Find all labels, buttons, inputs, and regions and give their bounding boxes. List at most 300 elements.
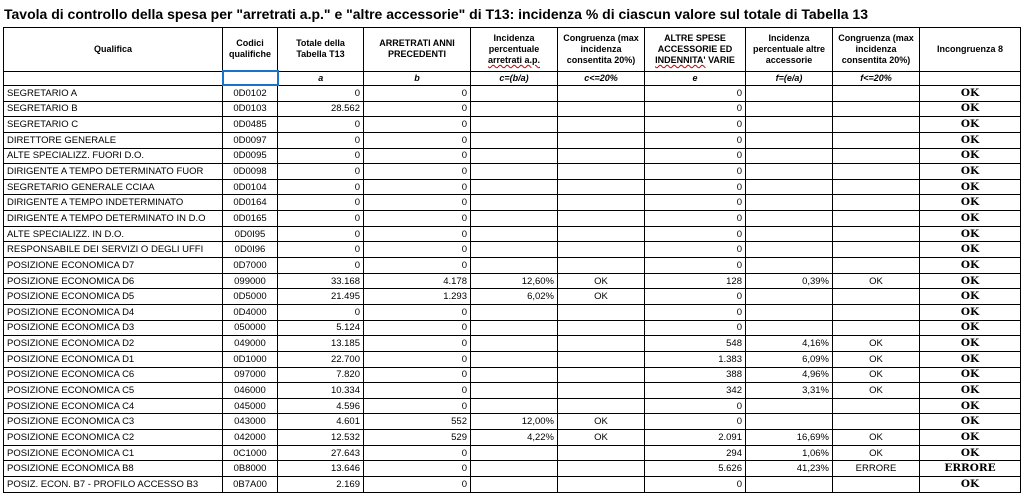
incongruenza-cell[interactable]: OK <box>920 304 1021 320</box>
incidenza-altre-cell[interactable] <box>746 414 833 430</box>
congruenza-altre-cell[interactable] <box>833 164 920 180</box>
totale-cell[interactable]: 0 <box>278 148 364 164</box>
incidenza-arretrati-cell[interactable] <box>471 164 558 180</box>
totale-cell[interactable]: 5.124 <box>278 320 364 336</box>
congruenza-altre-cell[interactable] <box>833 195 920 211</box>
incidenza-altre-cell[interactable] <box>746 398 833 414</box>
qualifica-cell[interactable]: POSIZ. ECON. B7 - PROFILO ACCESSO B3 <box>4 477 223 493</box>
congruenza-altre-cell[interactable] <box>833 211 920 227</box>
totale-cell[interactable]: 0 <box>278 179 364 195</box>
totale-cell[interactable]: 13.646 <box>278 461 364 477</box>
incidenza-altre-cell[interactable]: 16,69% <box>746 430 833 446</box>
arretrati-cell[interactable]: 0 <box>364 351 471 367</box>
congruenza-altre-cell[interactable] <box>833 132 920 148</box>
congruenza-altre-cell[interactable]: OK <box>833 273 920 289</box>
qualifica-cell[interactable]: POSIZIONE ECONOMICA D5 <box>4 289 223 305</box>
congruenza-arretrati-cell[interactable] <box>558 211 645 227</box>
subheader-cell[interactable]: a <box>278 71 364 85</box>
congruenza-arretrati-cell[interactable]: OK <box>558 430 645 446</box>
altre-spese-cell[interactable]: 548 <box>645 336 746 352</box>
congruenza-arretrati-cell[interactable] <box>558 477 645 493</box>
totale-cell[interactable]: 0 <box>278 242 364 258</box>
codice-cell[interactable]: 097000 <box>223 367 278 383</box>
incongruenza-cell[interactable]: OK <box>920 164 1021 180</box>
incidenza-arretrati-cell[interactable] <box>471 320 558 336</box>
table-row <box>4 430 1021 446</box>
codice-cell[interactable]: 0D0I95 <box>223 226 278 242</box>
incidenza-altre-cell[interactable]: 0,39% <box>746 273 833 289</box>
totale-cell[interactable]: 0 <box>278 195 364 211</box>
qualifica-cell[interactable]: POSIZIONE ECONOMICA D2 <box>4 336 223 352</box>
codice-cell[interactable]: 0D0095 <box>223 148 278 164</box>
congruenza-arretrati-cell[interactable] <box>558 195 645 211</box>
qualifica-cell[interactable]: POSIZIONE ECONOMICA D6 <box>4 273 223 289</box>
incongruenza-cell[interactable]: OK <box>920 226 1021 242</box>
totale-cell[interactable]: 33.168 <box>278 273 364 289</box>
codice-cell[interactable]: 0B8000 <box>223 461 278 477</box>
totale-cell[interactable]: 22.700 <box>278 351 364 367</box>
header-incongruenza[interactable]: Incongruenza 8 <box>920 28 1021 72</box>
arretrati-cell[interactable]: 0 <box>364 117 471 133</box>
arretrati-cell[interactable]: 0 <box>364 101 471 117</box>
header-totale[interactable]: Totale della Tabella T13 <box>278 28 364 72</box>
congruenza-altre-cell[interactable] <box>833 101 920 117</box>
congruenza-altre-cell[interactable] <box>833 398 920 414</box>
congruenza-arretrati-cell[interactable] <box>558 383 645 399</box>
codice-cell[interactable]: 046000 <box>223 383 278 399</box>
incidenza-arretrati-cell[interactable] <box>471 148 558 164</box>
header-altre-spese[interactable] <box>645 28 746 72</box>
incidenza-altre-cell[interactable]: 1,06% <box>746 445 833 461</box>
arretrati-cell[interactable]: 0 <box>364 195 471 211</box>
incidenza-arretrati-cell[interactable] <box>471 226 558 242</box>
totale-cell[interactable]: 28.562 <box>278 101 364 117</box>
subheader-cell[interactable] <box>4 71 223 85</box>
incidenza-arretrati-cell[interactable] <box>471 336 558 352</box>
incidenza-altre-cell[interactable] <box>746 85 833 101</box>
totale-cell[interactable]: 0 <box>278 226 364 242</box>
incidenza-altre-cell[interactable]: 41,23% <box>746 461 833 477</box>
incongruenza-cell[interactable]: OK <box>920 211 1021 227</box>
incidenza-altre-cell[interactable]: 4,96% <box>746 367 833 383</box>
incidenza-arretrati-cell[interactable]: 12,00% <box>471 414 558 430</box>
congruenza-arretrati-cell[interactable] <box>558 367 645 383</box>
altre-spese-cell[interactable]: 0 <box>645 304 746 320</box>
page-title: Tavola di controllo della spesa per "arretrati a.p." e "altre accessorie" di T13: incidenza % di ciascun valore sul totale di Tabella 13 <box>4 6 869 22</box>
codice-cell[interactable]: 0D7000 <box>223 258 278 274</box>
congruenza-arretrati-cell[interactable] <box>558 351 645 367</box>
congruenza-altre-cell[interactable]: OK <box>833 445 920 461</box>
arretrati-cell[interactable]: 552 <box>364 414 471 430</box>
congruenza-arretrati-cell[interactable] <box>558 179 645 195</box>
incidenza-altre-cell[interactable] <box>746 320 833 336</box>
incidenza-altre-cell[interactable] <box>746 164 833 180</box>
congruenza-arretrati-cell[interactable] <box>558 461 645 477</box>
arretrati-cell[interactable]: 0 <box>364 242 471 258</box>
totale-cell[interactable]: 12.532 <box>278 430 364 446</box>
table-row <box>4 226 1021 242</box>
incidenza-arretrati-cell[interactable] <box>471 132 558 148</box>
totale-cell[interactable]: 13.185 <box>278 336 364 352</box>
qualifica-cell[interactable]: POSIZIONE ECONOMICA C6 <box>4 367 223 383</box>
altre-spese-cell[interactable]: 2.091 <box>645 430 746 446</box>
incongruenza-cell[interactable]: OK <box>920 445 1021 461</box>
qualifica-cell[interactable]: POSIZIONE ECONOMICA C3 <box>4 414 223 430</box>
incidenza-altre-cell[interactable] <box>746 117 833 133</box>
congruenza-altre-cell[interactable] <box>833 242 920 258</box>
incidenza-altre-cell[interactable] <box>746 226 833 242</box>
arretrati-cell[interactable]: 0 <box>364 132 471 148</box>
congruenza-altre-cell[interactable] <box>833 117 920 133</box>
header-incidenza-arretrati[interactable] <box>471 28 558 72</box>
header-altre-spese-indennita: INDENNITA' <box>655 54 706 65</box>
altre-spese-cell[interactable]: 294 <box>645 445 746 461</box>
altre-spese-cell[interactable]: 0 <box>645 195 746 211</box>
incidenza-arretrati-cell[interactable] <box>471 242 558 258</box>
header-altre-spese-line3: VARIE <box>705 54 735 65</box>
incidenza-altre-cell[interactable] <box>746 132 833 148</box>
arretrati-cell[interactable]: 0 <box>364 336 471 352</box>
congruenza-arretrati-cell[interactable] <box>558 336 645 352</box>
incongruenza-cell[interactable]: OK <box>920 179 1021 195</box>
incongruenza-cell[interactable]: OK <box>920 320 1021 336</box>
table-row <box>4 179 1021 195</box>
incongruenza-cell[interactable]: OK <box>920 367 1021 383</box>
arretrati-cell[interactable]: 0 <box>364 85 471 101</box>
incidenza-arretrati-cell[interactable] <box>471 383 558 399</box>
incongruenza-cell[interactable]: OK <box>920 289 1021 305</box>
incongruenza-cell[interactable]: OK <box>920 398 1021 414</box>
incidenza-arretrati-cell[interactable]: 4,22% <box>471 430 558 446</box>
qualifica-cell[interactable]: ALTE SPECIALIZZ. IN D.O. <box>4 226 223 242</box>
incongruenza-cell[interactable]: OK <box>920 351 1021 367</box>
incongruenza-cell[interactable]: OK <box>920 101 1021 117</box>
congruenza-arretrati-cell[interactable] <box>558 164 645 180</box>
altre-spese-cell[interactable]: 0 <box>645 211 746 227</box>
arretrati-cell[interactable]: 0 <box>364 383 471 399</box>
qualifica-cell[interactable]: SEGRETARIO GENERALE CCIAA <box>4 179 223 195</box>
arretrati-cell[interactable]: 529 <box>364 430 471 446</box>
totale-cell[interactable]: 2.169 <box>278 477 364 493</box>
congruenza-arretrati-cell[interactable] <box>558 258 645 274</box>
congruenza-altre-cell[interactable] <box>833 414 920 430</box>
totale-cell[interactable]: 4.596 <box>278 398 364 414</box>
congruenza-altre-cell[interactable]: OK <box>833 367 920 383</box>
altre-spese-cell[interactable]: 0 <box>645 179 746 195</box>
altre-spese-cell[interactable]: 388 <box>645 367 746 383</box>
incongruenza-cell[interactable]: OK <box>920 195 1021 211</box>
altre-spese-cell[interactable]: 0 <box>645 132 746 148</box>
qualifica-cell[interactable]: DIRIGENTE A TEMPO DETERMINATO IN D.O <box>4 211 223 227</box>
altre-spese-cell[interactable]: 0 <box>645 164 746 180</box>
incidenza-arretrati-cell[interactable] <box>471 398 558 414</box>
altre-spese-cell[interactable]: 0 <box>645 85 746 101</box>
subheader-cell[interactable] <box>920 71 1021 85</box>
arretrati-cell[interactable]: 0 <box>364 258 471 274</box>
arretrati-cell[interactable]: 0 <box>364 320 471 336</box>
codice-cell[interactable]: 0B7A00 <box>223 477 278 493</box>
qualifica-cell[interactable]: ALTE SPECIALIZZ. FUORI D.O. <box>4 148 223 164</box>
incidenza-arretrati-cell[interactable] <box>471 85 558 101</box>
congruenza-arretrati-cell[interactable] <box>558 304 645 320</box>
incidenza-altre-cell[interactable]: 6,09% <box>746 351 833 367</box>
incidenza-altre-cell[interactable] <box>746 211 833 227</box>
altre-spese-cell[interactable]: 0 <box>645 289 746 305</box>
incidenza-altre-cell[interactable]: 3,31% <box>746 383 833 399</box>
congruenza-arretrati-cell[interactable] <box>558 445 645 461</box>
congruenza-arretrati-cell[interactable] <box>558 117 645 133</box>
header-codici[interactable]: Codici qualifiche <box>223 28 278 72</box>
qualifica-cell[interactable]: POSIZIONE ECONOMICA D1 <box>4 351 223 367</box>
incongruenza-cell[interactable]: OK <box>920 258 1021 274</box>
header-incidenza-arretrati-line1: Incidenza percentuale <box>488 32 540 54</box>
codice-cell[interactable]: 043000 <box>223 414 278 430</box>
totale-cell[interactable]: 4.601 <box>278 414 364 430</box>
arretrati-cell[interactable]: 0 <box>364 304 471 320</box>
congruenza-arretrati-cell[interactable] <box>558 320 645 336</box>
header-congruenza-arretrati[interactable]: Congruenza (max incidenza consentita 20%) <box>558 28 645 72</box>
incongruenza-cell[interactable]: OK <box>920 242 1021 258</box>
codice-cell[interactable]: 0D4000 <box>223 304 278 320</box>
altre-spese-cell[interactable]: 0 <box>645 477 746 493</box>
arretrati-cell[interactable]: 0 <box>364 164 471 180</box>
arretrati-cell[interactable]: 0 <box>364 211 471 227</box>
totale-cell[interactable]: 0 <box>278 85 364 101</box>
qualifica-cell[interactable]: POSIZIONE ECONOMICA B8 <box>4 461 223 477</box>
incidenza-arretrati-cell[interactable] <box>471 258 558 274</box>
altre-spese-cell[interactable]: 0 <box>645 414 746 430</box>
codice-cell[interactable]: 0D0165 <box>223 211 278 227</box>
totale-cell[interactable]: 0 <box>278 258 364 274</box>
qualifica-cell[interactable]: RESPONSABILE DEI SERVIZI O DEGLI UFFI <box>4 242 223 258</box>
header-incidenza-altre[interactable]: Incidenza percentuale altre accessorie <box>746 28 833 72</box>
incidenza-altre-cell[interactable] <box>746 179 833 195</box>
congruenza-arretrati-cell[interactable] <box>558 132 645 148</box>
incidenza-arretrati-cell[interactable]: 6,02% <box>471 289 558 305</box>
totale-cell[interactable]: 0 <box>278 304 364 320</box>
totale-cell[interactable]: 7.820 <box>278 367 364 383</box>
altre-spese-cell[interactable]: 0 <box>645 258 746 274</box>
table-row <box>4 242 1021 258</box>
codice-cell[interactable]: 0D0097 <box>223 132 278 148</box>
incongruenza-cell[interactable]: OK <box>920 273 1021 289</box>
table-row <box>4 117 1021 133</box>
incongruenza-cell[interactable]: OK <box>920 336 1021 352</box>
codice-cell[interactable]: 0D0098 <box>223 164 278 180</box>
table-row <box>4 258 1021 274</box>
subheader-cell[interactable]: e <box>645 71 746 85</box>
qualifica-cell[interactable]: DIRIGENTE A TEMPO DETERMINATO FUOR <box>4 164 223 180</box>
qualifica-cell[interactable]: SEGRETARIO C <box>4 117 223 133</box>
altre-spese-cell[interactable]: 0 <box>645 226 746 242</box>
congruenza-altre-cell[interactable]: ERRORE <box>833 461 920 477</box>
incidenza-altre-cell[interactable] <box>746 148 833 164</box>
subheader-cell[interactable]: f=(e/a) <box>746 71 833 85</box>
altre-spese-cell[interactable]: 128 <box>645 273 746 289</box>
selected-cell[interactable] <box>223 71 278 85</box>
altre-spese-cell[interactable]: 0 <box>645 242 746 258</box>
congruenza-arretrati-cell[interactable] <box>558 226 645 242</box>
altre-spese-cell[interactable]: 0 <box>645 117 746 133</box>
codice-cell[interactable]: 0D0103 <box>223 101 278 117</box>
codice-cell[interactable]: 042000 <box>223 430 278 446</box>
altre-spese-cell[interactable]: 0 <box>645 398 746 414</box>
congruenza-arretrati-cell[interactable] <box>558 242 645 258</box>
incidenza-arretrati-cell[interactable] <box>471 117 558 133</box>
subheader-cell[interactable]: f<=20% <box>833 71 920 85</box>
altre-spese-cell[interactable]: 0 <box>645 320 746 336</box>
incongruenza-cell[interactable]: OK <box>920 477 1021 493</box>
incongruenza-cell[interactable]: OK <box>920 117 1021 133</box>
congruenza-altre-cell[interactable]: OK <box>833 351 920 367</box>
qualifica-cell[interactable]: DIRETTORE GENERALE <box>4 132 223 148</box>
codice-cell[interactable]: 0C1000 <box>223 445 278 461</box>
incidenza-altre-cell[interactable] <box>746 289 833 305</box>
totale-cell[interactable]: 0 <box>278 211 364 227</box>
codice-cell[interactable]: 050000 <box>223 320 278 336</box>
altre-spese-cell[interactable]: 5.626 <box>645 461 746 477</box>
altre-spese-cell[interactable]: 1.383 <box>645 351 746 367</box>
incidenza-altre-cell[interactable] <box>746 242 833 258</box>
incongruenza-cell[interactable]: OK <box>920 414 1021 430</box>
congruenza-altre-cell[interactable] <box>833 85 920 101</box>
arretrati-cell[interactable]: 4.178 <box>364 273 471 289</box>
altre-spese-cell[interactable]: 0 <box>645 101 746 117</box>
incongruenza-cell[interactable]: OK <box>920 132 1021 148</box>
congruenza-arretrati-cell[interactable]: OK <box>558 289 645 305</box>
incidenza-altre-cell[interactable] <box>746 477 833 493</box>
congruenza-altre-cell[interactable]: OK <box>833 430 920 446</box>
arretrati-cell[interactable]: 0 <box>364 179 471 195</box>
incidenza-arretrati-cell[interactable]: 12,60% <box>471 273 558 289</box>
incidenza-arretrati-cell[interactable] <box>471 477 558 493</box>
congruenza-arretrati-cell[interactable] <box>558 148 645 164</box>
header-altre-spese-line1: ALTRE SPESE ACCESSORIE ED <box>657 32 733 54</box>
congruenza-arretrati-cell[interactable] <box>558 85 645 101</box>
incidenza-altre-cell[interactable] <box>746 258 833 274</box>
congruenza-altre-cell[interactable] <box>833 477 920 493</box>
altre-spese-cell[interactable]: 342 <box>645 383 746 399</box>
codice-cell[interactable]: 0D0164 <box>223 195 278 211</box>
codice-cell[interactable]: 049000 <box>223 336 278 352</box>
codice-cell[interactable]: 0D0104 <box>223 179 278 195</box>
totale-cell[interactable]: 21.495 <box>278 289 364 305</box>
incidenza-arretrati-cell[interactable] <box>471 211 558 227</box>
table-row <box>4 383 1021 399</box>
totale-cell[interactable]: 27.643 <box>278 445 364 461</box>
table-body <box>4 85 1021 492</box>
incidenza-altre-cell[interactable]: 4,16% <box>746 336 833 352</box>
codice-cell[interactable]: 0D5000 <box>223 289 278 305</box>
codice-cell[interactable]: 0D1000 <box>223 351 278 367</box>
incongruenza-cell[interactable]: OK <box>920 430 1021 446</box>
qualifica-cell[interactable]: POSIZIONE ECONOMICA C5 <box>4 383 223 399</box>
codice-cell[interactable]: 045000 <box>223 398 278 414</box>
congruenza-arretrati-cell[interactable] <box>558 101 645 117</box>
congruenza-altre-cell[interactable] <box>833 179 920 195</box>
arretrati-cell[interactable]: 0 <box>364 445 471 461</box>
congruenza-altre-cell[interactable] <box>833 148 920 164</box>
table-row <box>4 211 1021 227</box>
codice-cell[interactable]: 0D0I96 <box>223 242 278 258</box>
qualifica-cell[interactable]: SEGRETARIO A <box>4 85 223 101</box>
incongruenza-cell[interactable]: OK <box>920 383 1021 399</box>
table-row <box>4 414 1021 430</box>
incidenza-arretrati-cell[interactable] <box>471 461 558 477</box>
table-row <box>4 101 1021 117</box>
incongruenza-cell[interactable]: OK <box>920 148 1021 164</box>
subheader-cell[interactable]: b <box>364 71 471 85</box>
congruenza-altre-cell[interactable]: OK <box>833 383 920 399</box>
altre-spese-cell[interactable]: 0 <box>645 148 746 164</box>
header-arretrati[interactable]: ARRETRATI ANNI PRECEDENTI <box>364 28 471 72</box>
qualifica-cell[interactable]: POSIZIONE ECONOMICA C2 <box>4 430 223 446</box>
totale-cell[interactable]: 0 <box>278 117 364 133</box>
arretrati-cell[interactable]: 0 <box>364 226 471 242</box>
qualifica-cell[interactable]: POSIZIONE ECONOMICA C1 <box>4 445 223 461</box>
incongruenza-cell[interactable]: ERRORE <box>920 461 1021 477</box>
codice-cell[interactable]: 099000 <box>223 273 278 289</box>
arretrati-cell[interactable]: 0 <box>364 477 471 493</box>
congruenza-altre-cell[interactable] <box>833 226 920 242</box>
codice-cell[interactable]: 0D0485 <box>223 117 278 133</box>
qualifica-cell[interactable]: POSIZIONE ECONOMICA C4 <box>4 398 223 414</box>
qualifica-cell[interactable]: POSIZIONE ECONOMICA D4 <box>4 304 223 320</box>
arretrati-cell[interactable]: 0 <box>364 148 471 164</box>
congruenza-altre-cell[interactable]: OK <box>833 336 920 352</box>
qualifica-cell[interactable]: POSIZIONE ECONOMICA D3 <box>4 320 223 336</box>
qualifica-cell[interactable]: POSIZIONE ECONOMICA D7 <box>4 258 223 274</box>
arretrati-cell[interactable]: 0 <box>364 461 471 477</box>
arretrati-cell[interactable]: 1.293 <box>364 289 471 305</box>
totale-cell[interactable]: 10.334 <box>278 383 364 399</box>
subheader-cell[interactable]: c<=20% <box>558 71 645 85</box>
congruenza-altre-cell[interactable] <box>833 289 920 305</box>
incongruenza-cell[interactable]: OK <box>920 85 1021 101</box>
arretrati-cell[interactable]: 0 <box>364 367 471 383</box>
congruenza-altre-cell[interactable] <box>833 320 920 336</box>
congruenza-altre-cell[interactable] <box>833 258 920 274</box>
qualifica-cell[interactable]: DIRIGENTE A TEMPO INDETERMINATO <box>4 195 223 211</box>
subheader-cell[interactable]: c=(b/a) <box>471 71 558 85</box>
header-qualifica[interactable]: Qualifica <box>4 28 223 72</box>
arretrati-cell[interactable]: 0 <box>364 398 471 414</box>
header-congruenza-altre[interactable]: Congruenza (max incidenza consentita 20%) <box>833 28 920 72</box>
congruenza-arretrati-cell[interactable]: OK <box>558 414 645 430</box>
incidenza-arretrati-cell[interactable] <box>471 195 558 211</box>
totale-cell[interactable]: 0 <box>278 132 364 148</box>
header-row <box>4 28 1021 72</box>
table-row <box>4 398 1021 414</box>
congruenza-arretrati-cell[interactable]: OK <box>558 273 645 289</box>
incidenza-arretrati-cell[interactable] <box>471 351 558 367</box>
incidenza-arretrati-cell[interactable] <box>471 179 558 195</box>
incidenza-arretrati-cell[interactable] <box>471 445 558 461</box>
incidenza-arretrati-cell[interactable] <box>471 101 558 117</box>
incidenza-altre-cell[interactable] <box>746 304 833 320</box>
incidenza-altre-cell[interactable] <box>746 195 833 211</box>
incidenza-arretrati-cell[interactable] <box>471 367 558 383</box>
incidenza-arretrati-cell[interactable] <box>471 304 558 320</box>
table-row <box>4 461 1021 477</box>
qualifica-cell[interactable]: SEGRETARIO B <box>4 101 223 117</box>
table-row <box>4 85 1021 101</box>
totale-cell[interactable]: 0 <box>278 164 364 180</box>
incidenza-altre-cell[interactable] <box>746 101 833 117</box>
congruenza-altre-cell[interactable] <box>833 304 920 320</box>
congruenza-arretrati-cell[interactable] <box>558 398 645 414</box>
codice-cell[interactable]: 0D0102 <box>223 85 278 101</box>
